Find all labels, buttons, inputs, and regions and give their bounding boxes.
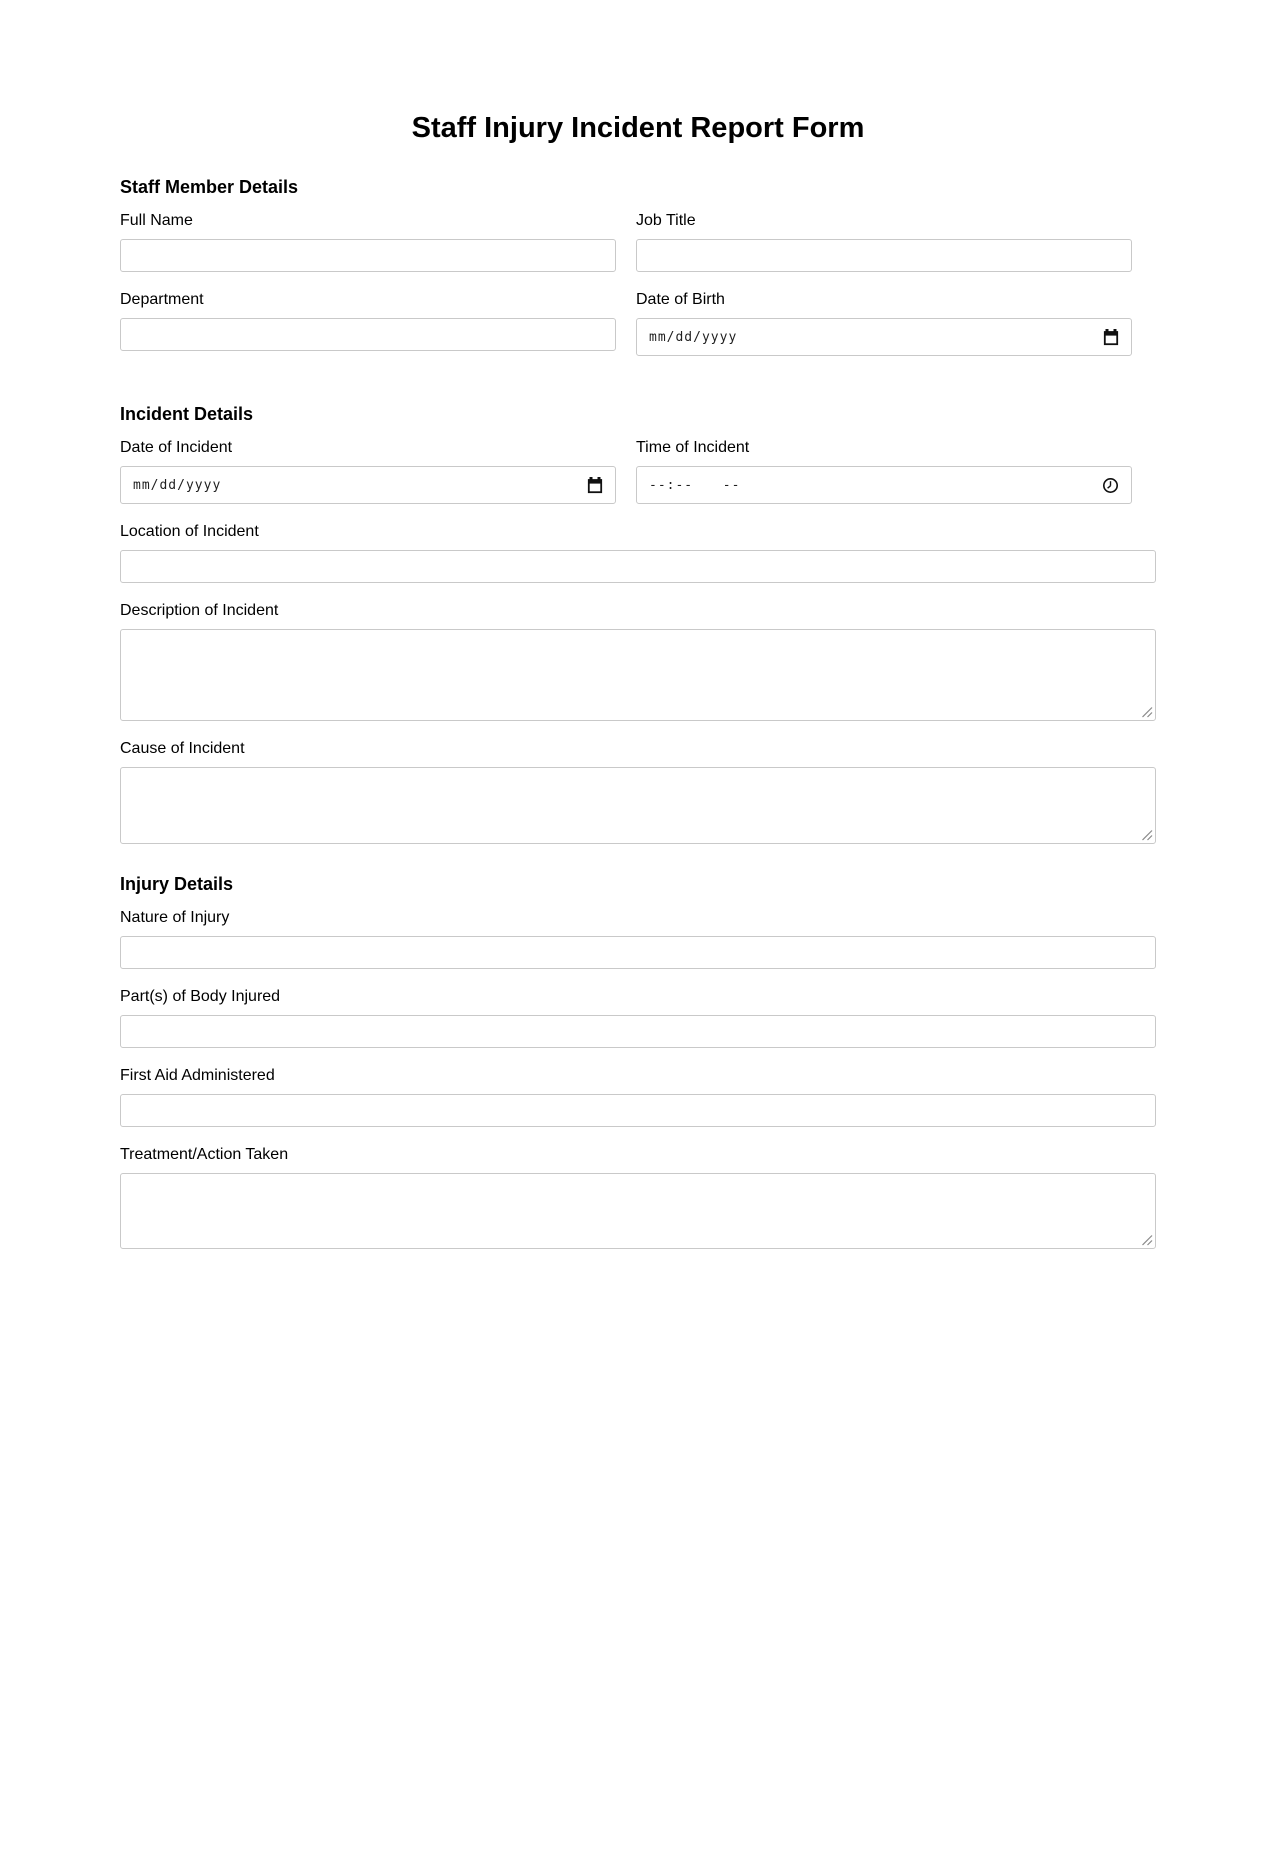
job-title-label: Job Title [636,212,696,229]
parts-of-body-injured-label: Part(s) of Body Injured [120,988,281,1005]
full-name-label: Full Name [120,212,193,229]
time-of-incident-label: Time of Incident [636,439,750,456]
first-aid-administered-input[interactable] [120,1094,1156,1127]
full-name-input[interactable] [120,239,616,272]
section-incident-details [120,404,1156,844]
section-heading: Injury Details [120,874,234,894]
date-of-incident-input[interactable] [120,466,616,504]
section-injury-details [120,874,1156,1249]
cause-of-incident-textarea[interactable] [120,767,1156,844]
field-treatment-action-taken [120,1145,1156,1249]
field-department [120,290,616,356]
field-date-of-incident [120,438,616,504]
department-label: Department [120,291,204,308]
first-aid-administered-label: First Aid Administered [120,1067,275,1084]
time-placeholder: --:-- -- [649,477,741,493]
field-full-name [120,211,616,272]
department-input[interactable] [120,318,616,351]
incident-report-form [120,177,1156,1249]
section-heading: Incident Details [120,404,254,424]
nature-of-injury-label: Nature of Injury [120,909,230,926]
field-first-aid-administered [120,1066,1156,1127]
time-of-incident-input[interactable] [636,466,1132,504]
treatment-action-taken-textarea[interactable] [120,1173,1156,1249]
form-title: Staff Injury Incident Report Form [411,112,865,144]
description-of-incident-textarea[interactable] [120,629,1156,721]
form-row [120,438,1132,522]
date-of-birth-label: Date of Birth [636,291,725,308]
treatment-action-taken-label: Treatment/Action Taken [120,1146,289,1163]
textarea-wrapper [120,1173,1156,1249]
parts-of-body-injured-input[interactable] [120,1015,1156,1048]
calendar-icon[interactable] [587,477,603,494]
description-of-incident-label: Description of Incident [120,602,279,619]
location-of-incident-label: Location of Incident [120,523,259,540]
textarea-wrapper [120,629,1156,721]
field-time-of-incident [636,438,1132,504]
form-row [120,290,1132,374]
field-description-of-incident [120,601,1156,721]
clock-icon[interactable] [1102,477,1119,494]
section-heading: Staff Member Details [120,177,299,197]
job-title-input[interactable] [636,239,1132,272]
field-location-of-incident [120,522,1156,583]
date-of-birth-input[interactable] [636,318,1132,356]
cause-of-incident-label: Cause of Incident [120,740,245,757]
field-parts-of-body-injured [120,987,1156,1048]
field-cause-of-incident [120,739,1156,844]
date-placeholder: mm/dd/yyyy [649,329,738,345]
location-of-incident-input[interactable] [120,550,1156,583]
field-nature-of-injury [120,908,1156,969]
form-row [120,211,1132,290]
nature-of-injury-input[interactable] [120,936,1156,969]
field-date-of-birth [636,290,1132,356]
field-job-title [636,211,1132,272]
date-of-incident-label: Date of Incident [120,439,233,456]
section-staff-member-details [120,177,1156,374]
date-placeholder: mm/dd/yyyy [133,477,222,493]
textarea-wrapper [120,767,1156,844]
calendar-icon[interactable] [1103,329,1119,346]
